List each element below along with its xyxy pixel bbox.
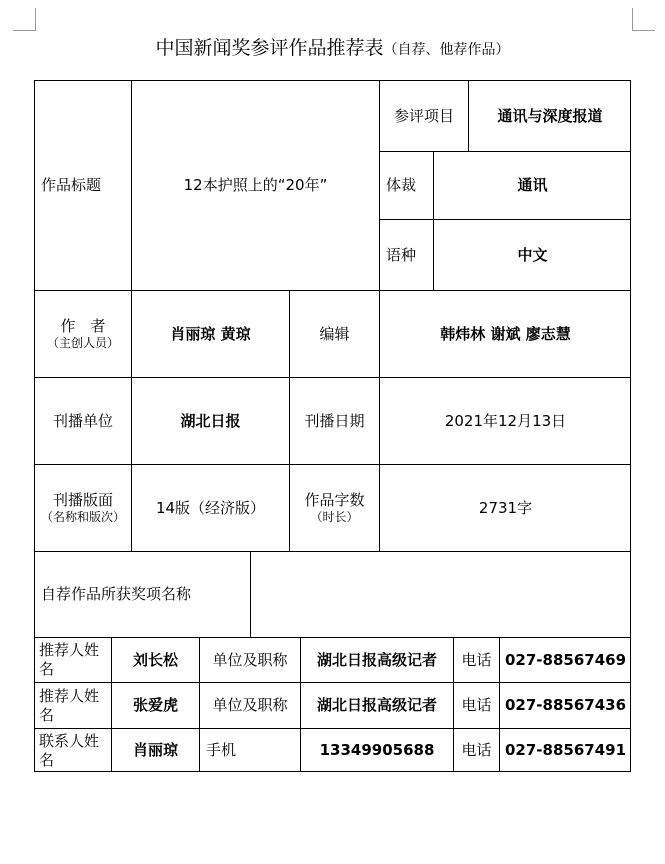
- page-corner-mark: [13, 8, 36, 31]
- recommender-1-name: 刘长松: [132, 650, 178, 669]
- label-word-count-block: [290, 465, 379, 551]
- recommender-2-name: 张爱虎: [132, 696, 178, 715]
- label-word-count: 作品字数: [304, 491, 365, 510]
- label-recommender-2: 推荐人姓名: [39, 686, 100, 724]
- contact-phone: 027-88567491: [504, 741, 627, 760]
- document-title: [0, 33, 665, 60]
- value-language: 中文: [517, 245, 548, 264]
- label-work-title: 作品标题: [41, 176, 102, 195]
- title-subtitle: （自荐、他荐作品）: [383, 42, 510, 58]
- page-corner-mark: [632, 8, 655, 31]
- label-page: 刊播版面: [52, 491, 113, 510]
- label-awards: 自荐作品所获奖项名称: [41, 585, 192, 604]
- recommender-2-unit: 湖北日报高级记者: [316, 696, 437, 715]
- label-unit-title-1: 单位及职称: [212, 650, 288, 669]
- label-language: 语种: [386, 245, 417, 264]
- value-category: 通讯与深度报道: [497, 106, 603, 125]
- recommender-1-unit: 湖北日报高级记者: [316, 650, 437, 669]
- label-publisher: 刊播单位: [52, 411, 113, 430]
- value-work-title: 12本护照上的“20年”: [183, 176, 328, 195]
- contact-mobile: 13349905688: [319, 741, 435, 760]
- label-genre: 体裁: [386, 176, 417, 195]
- recommendation-form-table: [34, 80, 631, 772]
- label-publish-date: 刊播日期: [304, 411, 365, 430]
- recommender-1-phone: 027-88567469: [504, 650, 627, 669]
- value-page: 14版（经济版）: [155, 498, 266, 517]
- label-author: 作 者: [60, 317, 106, 336]
- label-recommender-1: 推荐人姓名: [39, 641, 100, 678]
- label-author-note: （主创人员）: [46, 335, 119, 350]
- label-category: 参评项目: [393, 106, 454, 125]
- contact-name: 肖丽琼: [132, 741, 178, 760]
- recommender-2-phone: 027-88567436: [504, 696, 627, 715]
- label-mobile: 手机: [206, 741, 237, 760]
- label-phone-1: 电话: [461, 650, 492, 669]
- value-word-count: 2731字: [478, 498, 533, 517]
- label-editor: 编辑: [319, 324, 350, 343]
- title-text: 中国新闻奖参评作品推荐表: [155, 37, 384, 59]
- label-word-count-note: （时长）: [310, 509, 359, 524]
- label-phone-3: 电话: [461, 741, 492, 760]
- label-page-note: （名称和版次）: [40, 509, 125, 524]
- label-contact: 联系人姓名: [39, 731, 100, 769]
- label-phone-2: 电话: [461, 696, 492, 715]
- value-editor: 韩炜林 谢斌 廖志慧: [440, 324, 571, 343]
- label-author-block: [35, 291, 131, 377]
- value-publisher: 湖北日报: [180, 411, 241, 430]
- value-awards: [251, 552, 631, 637]
- label-unit-title-2: 单位及职称: [212, 696, 288, 715]
- value-publish-date: 2021年12月13日: [444, 411, 567, 430]
- value-genre: 通讯: [517, 176, 548, 195]
- value-author: 肖丽琼 黄琼: [170, 324, 251, 343]
- label-page-block: [35, 465, 131, 551]
